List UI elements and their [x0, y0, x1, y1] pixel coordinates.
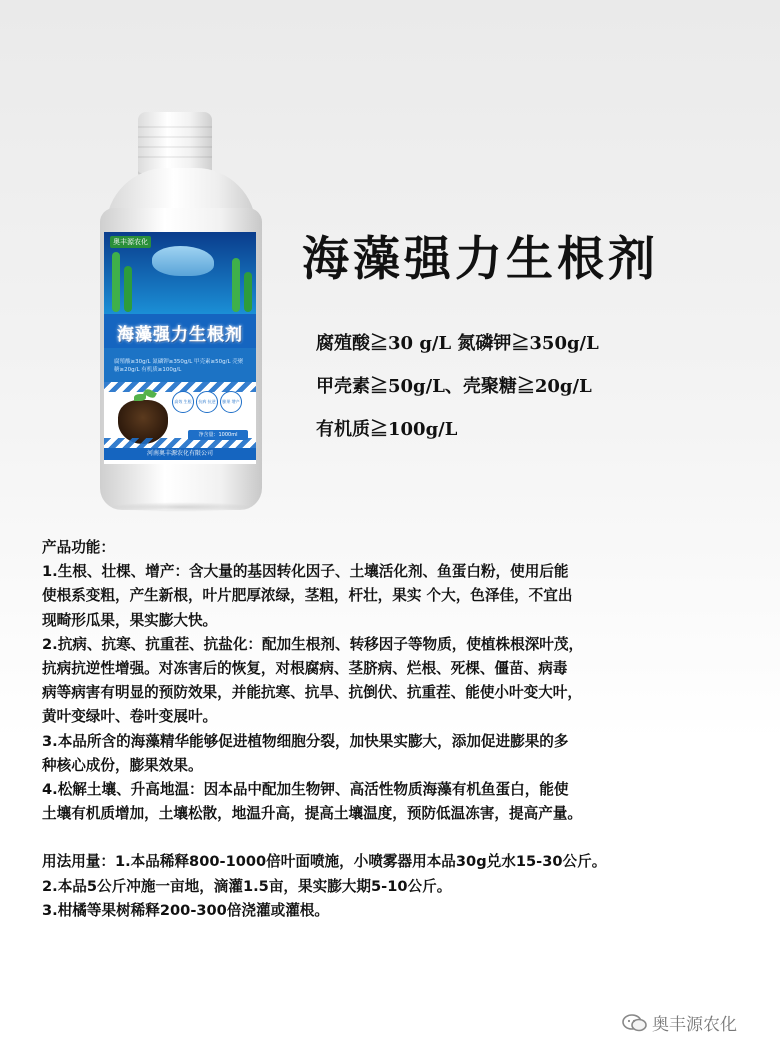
- description-line: 使根系变粗，产生新根，叶片肥厚浓绿，茎粗，杆壮，果实 个大，色泽佳，不宜出: [42, 587, 573, 605]
- label-badges: [172, 388, 244, 413]
- label-specs: 腐殖酸≥30g/L 氮磷钾≥350g/L 甲壳素≥50g/L 壳聚糖≥20g/L 有机质≥100g/L: [114, 359, 244, 373]
- description-line: 1.生根、壮棵、增产：含大量的基因转化因子、土壤活化剂、鱼蛋白粉，使用后能: [42, 563, 569, 581]
- description-line: 黄叶变绿叶、卷叶变展叶。: [42, 708, 218, 726]
- spec-line: 腐殖酸≧30 g/L 氮磷钾≧350g/L: [316, 333, 599, 354]
- product-title: 海藻强力生根剂: [302, 232, 659, 287]
- watermark-text: 奥丰源农化: [652, 1015, 737, 1035]
- product-bottle-image: [100, 112, 262, 510]
- description-line: 抗病抗逆性增强。对冻害后的恢复，对根腐病、茎脐病、烂根、死棵、僵苗、病毒: [42, 660, 568, 678]
- badge: 高效 生根: [172, 391, 194, 413]
- badge: 膨果 增产: [220, 391, 242, 413]
- bottle-cap: [138, 112, 212, 176]
- label-lower-panel: [104, 382, 256, 464]
- label-ocean-scene: [104, 232, 256, 314]
- badge: 抗病 抗逆: [196, 391, 218, 413]
- usage-line: 2.本品5公斤冲施一亩地，滴灌1.5亩，果实膨大期5-10公斤。: [42, 877, 452, 895]
- description-line: 4.松解土壤、升高地温：因本品中配加生物钾、高活性物质海藻有机鱼蛋白，能使: [42, 781, 569, 799]
- description-line: 种核心成份，膨果效果。: [42, 756, 203, 774]
- label-company: 河南奥丰源农化有限公司: [104, 448, 256, 460]
- description-line: 产品功能：: [42, 539, 115, 556]
- description-line: 3.本品所含的海藻精华能够促进植物细胞分裂，加快果实膨大，添加促进膨果的多: [42, 732, 569, 750]
- wechat-icon: [622, 1013, 648, 1038]
- dolphin-image: [152, 246, 214, 276]
- net-content: 净含量：1000ml: [188, 430, 248, 440]
- description-line: 病等病害有明显的预防效果，并能抗寒、抗旱、抗倒伏、抗重茬、能使小叶变大叶，: [42, 684, 582, 702]
- label-product-title: 海藻强力生根剂: [117, 325, 243, 345]
- spec-line: 甲壳素≧50g/L、壳聚糖≧20g/L: [316, 376, 592, 397]
- product-description: [42, 536, 762, 923]
- bottle-label: [104, 232, 256, 464]
- label-logo: 奥丰源农化: [110, 236, 151, 248]
- description-line: 2.抗病、抗寒、抗重茬、抗盐化：配加生根剂、转移因子等物质，使植株根深叶茂，: [42, 635, 584, 653]
- description-line: 土壤有机质增加，土壤松散，地温升高，提高土壤温度，预防低温冻害，提高产量。: [42, 805, 582, 823]
- usage-line: 3.柑橘等果树稀释200-300倍浇灌或灌根。: [42, 901, 329, 919]
- usage-line: 用法用量：1.本品稀释800-1000倍叶面喷施，小喷雾器用本品30g兑水15-30公斤。: [42, 853, 607, 871]
- spec-line: 有机质≧100g/L: [316, 419, 458, 440]
- description-line: 现畸形瓜果，果实膨大快。: [42, 611, 218, 629]
- watermark: [622, 1010, 737, 1038]
